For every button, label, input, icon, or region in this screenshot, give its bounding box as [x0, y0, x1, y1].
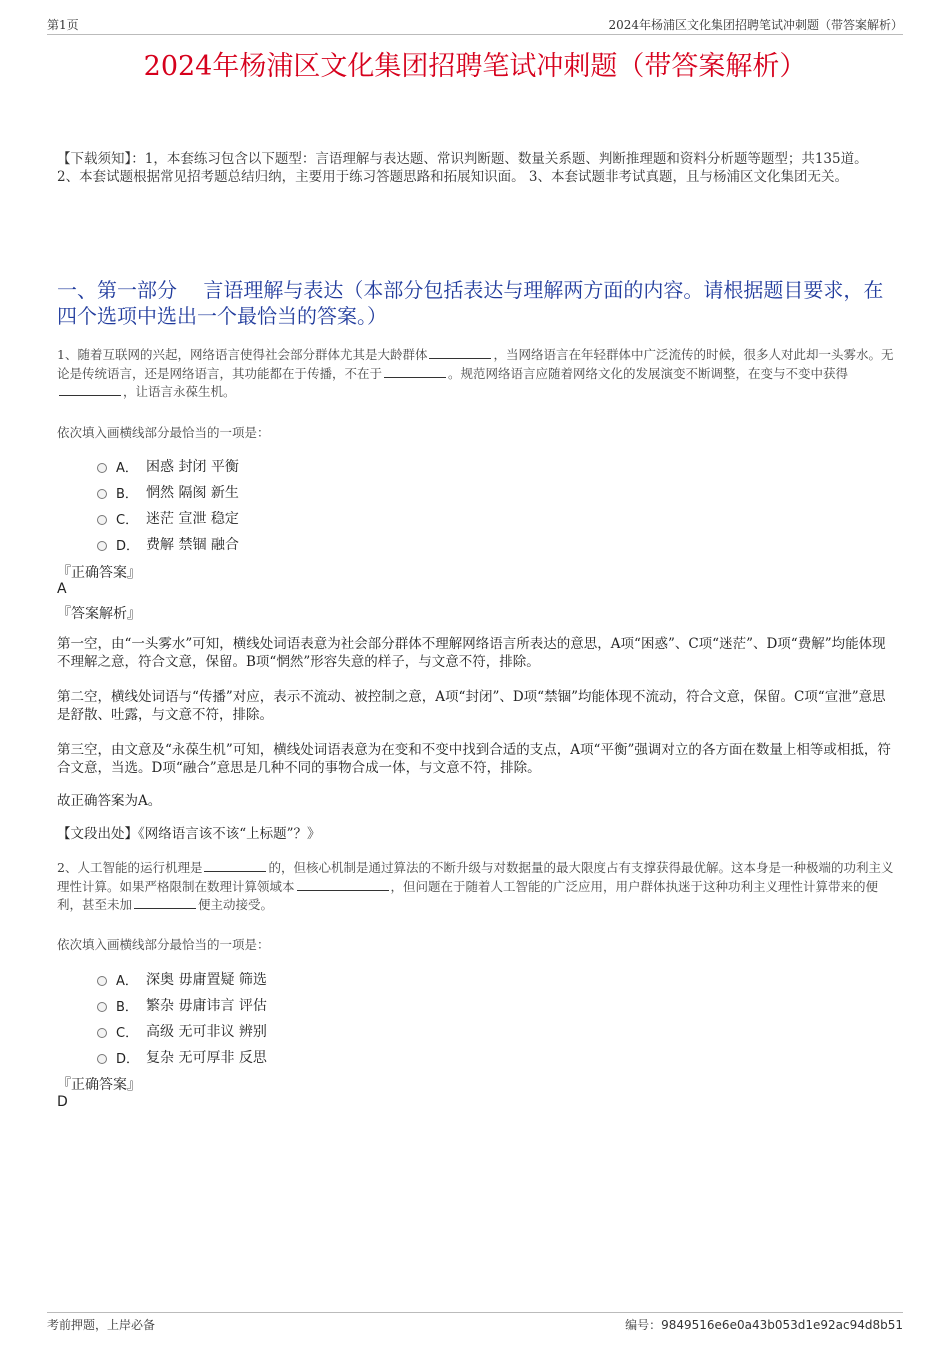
option-c[interactable]: C． 迷茫 宣泄 稳定 — [97, 505, 239, 531]
radio-icon[interactable] — [97, 541, 107, 551]
option-d[interactable]: D． 费解 禁锢 融合 — [97, 531, 239, 557]
fill-blank — [134, 896, 196, 909]
question-2-options — [97, 966, 267, 1070]
correct-answer-label: 『正确答案』 — [57, 565, 141, 581]
question-2-text: 2、人工智能的运行机理是 的，但核心机制是通过算法的不断升级与对数据量的最大限度占有支撑获得最优解。这本身是一种极端的功利主义理性计算。如果严格限制在数理计算领域本 ，但问题在于随着人工智能的广泛应用，用户群体执迷于这种功利主义理性计算带来的便利，甚至未加 便主动接受。 — [57, 860, 894, 912]
fill-blank — [429, 346, 491, 359]
analysis-paragraph-3: 第三空，由文意及“永葆生机”可知，横线处词语表意为在变和不变中找到合适的支点，A项“平衡”强调对立的各方面在数量上相等或相抵，符合文意，当选。D项“融合”意思是几种不同的事物合成一体，与文意不符，排除。 — [57, 742, 891, 776]
source-citation: 【文段出处】《网络语言该不该“上标题”？》 — [57, 826, 321, 842]
option-a[interactable]: A． 深奥 毋庸置疑 筛选 — [97, 966, 267, 992]
analysis-label: 『答案解析』 — [57, 606, 141, 622]
fill-blank — [204, 859, 266, 872]
document-title: 2024年杨浦区文化集团招聘笔试冲刺题（带答案解析） — [143, 51, 807, 82]
page-header — [47, 14, 903, 35]
analysis-conclusion: 故正确答案为A。 — [57, 793, 162, 809]
header-doc-title: 2024年杨浦区文化集团招聘笔试冲刺题（带答案解析） — [608, 18, 903, 32]
fill-blank — [297, 878, 389, 891]
analysis-paragraph-1: 第一空，由“一头雾水”可知，横线处词语表意为社会部分群体不理解网络语言所表达的意思，A项“困惑”、C项“迷茫”、D项“费解”均能体现不理解之意，符合文意，保留。B项“惘然”形容失意的样子，与文意不符，排除。 — [57, 636, 886, 670]
fill-blank — [59, 383, 121, 396]
page-footer — [47, 1312, 903, 1333]
option-b[interactable]: B． 惘然 隔阂 新生 — [97, 479, 239, 505]
correct-answer: A — [57, 581, 67, 597]
question-1-prompt: 依次填入画横线部分最恰当的一项是： — [57, 425, 270, 440]
page-number: 第1页 — [47, 18, 79, 32]
option-a[interactable]: A． 困惑 封闭 平衡 — [97, 453, 239, 479]
radio-icon[interactable] — [97, 489, 107, 499]
document-id: 编号：9849516e6e0a43b053d1e92ac94d8b51 — [625, 1318, 903, 1332]
correct-answer: D — [57, 1094, 68, 1110]
analysis-paragraph-2: 第二空，横线处词语与“传播”对应，表示不流动、被控制之意，A项“封闭”、D项“禁锢”均能体现不流动，符合文意，保留。C项“宣泄”意思是舒散、吐露，与文意不符，排除。 — [57, 689, 886, 723]
footer-slogan: 考前押题，上岸必备 — [47, 1318, 156, 1332]
radio-icon[interactable] — [97, 976, 107, 986]
download-notice: 【下载须知】：1，本套练习包含以下题型：言语理解与表达题、常识判断题、数量关系题、判断推理题和资料分析题等题型；共135道。 2、本套试题根据常见招考题总结归纳，主要用于练习答题思路和拓展知识面。 3、本套试题非考试真题，且与杨浦区文化集团无关。 — [57, 151, 868, 185]
fill-blank — [384, 365, 446, 378]
option-b[interactable]: B． 繁杂 毋庸讳言 评估 — [97, 992, 267, 1018]
correct-answer-label: 『正确答案』 — [57, 1077, 141, 1093]
question-1-options — [97, 453, 239, 557]
question-1-text: 1、随着互联网的兴起，网络语言使得社会部分群体尤其是大龄群体 ，当网络语言在年轻群体中广泛流传的时候，很多人对此却一头雾水。无论是传统语言，还是网络语言，其功能都在于传播，不在于 。规范网络语言应随着网络文化的发展演变不断调整，在变与不变中获得，让语言永葆生机。 — [57, 347, 894, 399]
question-2-prompt: 依次填入画横线部分最恰当的一项是： — [57, 937, 270, 952]
section-title: 一、第一部分 言语理解与表达（本部分包括表达与理解两方面的内容。请根据题目要求，在四个选项中选出一个最恰当的答案。） — [57, 278, 884, 328]
option-d[interactable]: D． 复杂 无可厚非 反思 — [97, 1044, 267, 1070]
radio-icon[interactable] — [97, 515, 107, 525]
radio-icon[interactable] — [97, 1002, 107, 1012]
option-c[interactable]: C． 高级 无可非议 辨别 — [97, 1018, 267, 1044]
radio-icon[interactable] — [97, 1028, 107, 1038]
radio-icon[interactable] — [97, 1054, 107, 1064]
radio-icon[interactable] — [97, 463, 107, 473]
